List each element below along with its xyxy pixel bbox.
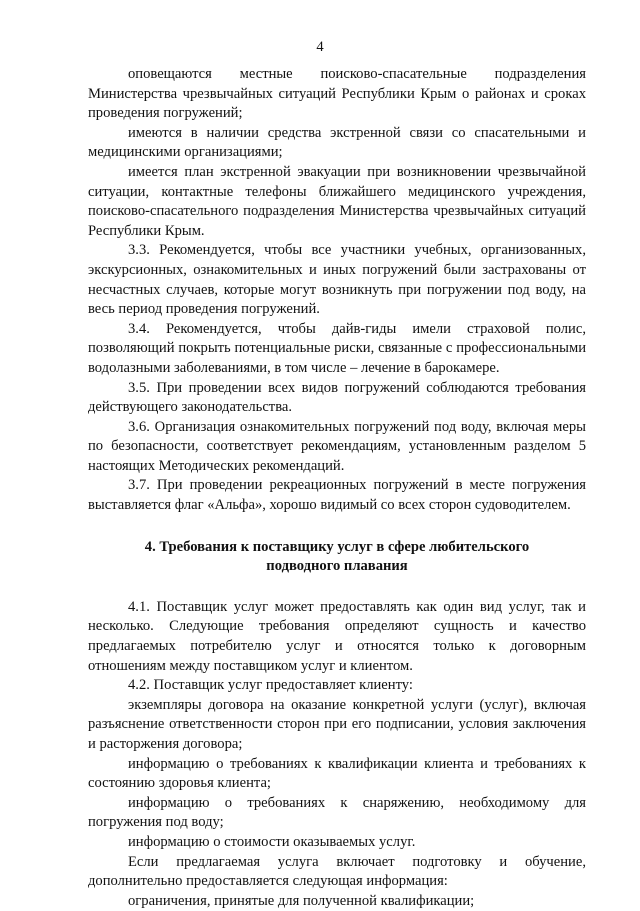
paragraph-3-4: 3.4. Рекомендуется, чтобы дайв-гиды имели страховой полис, позволяющий покрыть потенциальные риски, связанные с профессиональными водолазными заболеваниями, в том числе – лечение в барокамере. — [88, 320, 586, 376]
paragraph-3-3: 3.3. Рекомендуется, чтобы все участники учебных, организованных, экскурсионных, ознакомительных и иных погружений были застрахованы от несчастных случаев, которые могут возникнуть при погружении под воду, на весь период проведения погружений. — [88, 242, 586, 318]
paragraph-4-2: 4.2. Поставщик услуг предоставляет клиенту: — [128, 677, 413, 694]
paragraph-3-5: 3.5. При проведении всех видов погружений соблюдаются требования действующего законодательства. — [88, 379, 586, 416]
paragraph-notification: оповещаются местные поисково-спасательные подразделения Министерства чрезвычайных ситуаций Республики Крым о районах и сроках проведения погружений; — [88, 66, 586, 122]
page-number: 4 — [316, 39, 324, 55]
paragraph-contract-copies: экземпляры договора на оказание конкретной услуги (услуг), включая разъяснение ответственности сторон при его подписании, условия заключения и расторжения договора; — [88, 696, 586, 752]
paragraph-3-7: 3.7. При проведении рекреационных погружений в месте погружения выставляется флаг «Альфа», хорошо видимый со всех сторон судоводителем. — [88, 477, 586, 514]
paragraph-qualification-limits: ограничения, принятые для полученной квалификации; — [128, 892, 475, 909]
section-heading: 4. Требования к поставщику услуг в сфере любительского подводного плавания — [144, 538, 530, 575]
paragraph-emergency-communication: имеются в наличии средства экстренной связи со спасательными и медицинскими организациями; — [88, 124, 586, 161]
paragraph-4-1: 4.1. Поставщик услуг может предоставлять как один вид услуг, так и несколько. Следующие требования определяют сущность и качество предлагаемых потребителю услуг и относятся только к договорным отношениям между поставщиком услуг и клиентом. — [88, 598, 586, 674]
document-body — [88, 65, 586, 911]
paragraph-equipment-info: информацию о требованиях к снаряжению, необходимому для погружения под воду; — [88, 794, 586, 831]
paragraph-cost-info: информацию о стоимости оказываемых услуг. — [128, 833, 416, 850]
paragraph-training-info: Если предлагаемая услуга включает подготовку и обучение, дополнительно предоставляется следующая информация: — [88, 853, 586, 890]
paragraph-qualification-info: информацию о требованиях к квалификации клиента и требованиях к состоянию здоровья клиента; — [88, 755, 586, 792]
paragraph-3-6: 3.6. Организация ознакомительных погружений под воду, включая меры по безопасности, соответствует рекомендациям, установленным разделом 5 настоящих Методических рекомендаций. — [88, 418, 586, 474]
paragraph-evacuation-plan: имеется план экстренной эвакуации при возникновении чрезвычайной ситуации, контактные телефоны ближайшего медицинского учреждения, поисково-спасательного подразделения Министерства чрезвычайных ситуаций Республики Крым. — [88, 163, 586, 239]
